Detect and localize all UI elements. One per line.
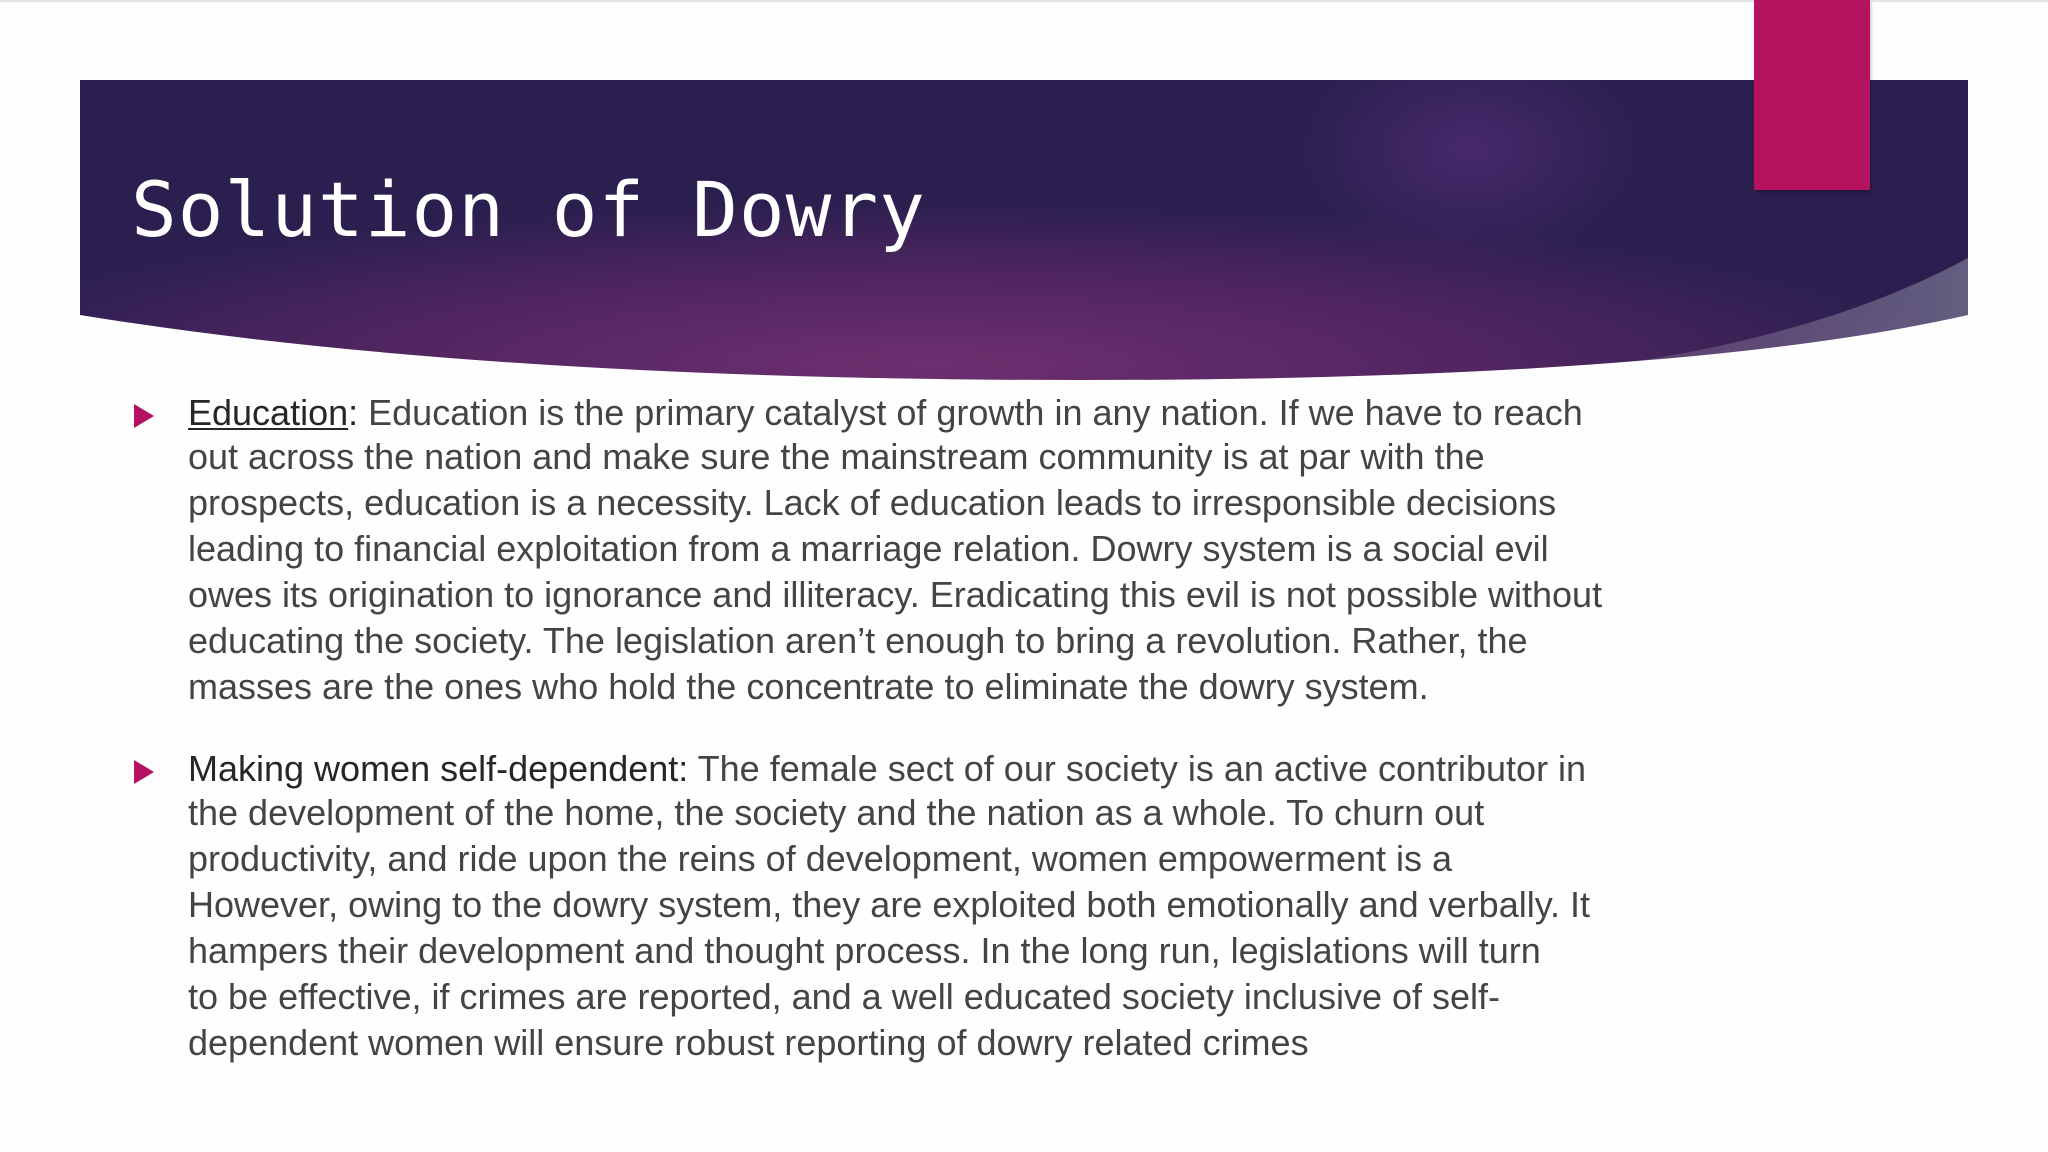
bullet-line: prospects, education is a necessity. Lack of education leads to irresponsible decisions — [188, 482, 1557, 523]
bullet-first-line-text: The female sect of our society is an active contributor in — [688, 748, 1587, 789]
bullet-line: However, owing to the dowry system, they are exploited both emotionally and verbally. It — [188, 884, 1591, 925]
bullet-line: to be effective, if crimes are reported, and a well educated society inclusive of self- — [188, 976, 1500, 1017]
bullet-paragraph — [188, 748, 1730, 1066]
bullet-item-women-self-dependent — [130, 748, 1730, 1066]
bullet-line: owes its origination to ignorance and illiteracy. Eradicating this evil is not possible without — [188, 574, 1603, 615]
bullet-line: the development of the home, the society and the nation as a whole. To churn out — [188, 792, 1485, 833]
bullet-term-separator: : — [678, 748, 689, 789]
bullet-item-education — [130, 392, 1730, 710]
bullet-line: dependent women will ensure robust reporting of dowry related crimes — [188, 1022, 1309, 1063]
bullet-list — [130, 392, 1730, 1104]
triangle-bullet-icon — [134, 404, 154, 428]
bullet-line: hampers their development and thought process. In the long run, legislations will turn — [188, 930, 1541, 971]
bullet-line: productivity, and ride upon the reins of development, women empowerment is a — [188, 838, 1453, 879]
bullet-first-line — [188, 748, 1730, 790]
bullet-line: out across the nation and make sure the mainstream community is at par with the — [188, 436, 1485, 477]
bullet-term: Making women self-dependent — [188, 748, 679, 789]
triangle-bullet-icon — [134, 760, 154, 784]
bullet-first-line-text: Education is the primary catalyst of growth in any nation. If we have to reach — [358, 392, 1583, 433]
bullet-term-separator: : — [348, 392, 359, 433]
bullet-paragraph — [188, 392, 1730, 710]
window-top-border — [0, 0, 2048, 2]
slide-title: Solution of Dowry — [131, 165, 926, 254]
bullet-term: Education — [188, 392, 349, 433]
accent-tab-decoration — [1754, 0, 1870, 190]
bullet-line: educating the society. The legislation aren’t enough to bring a revolution. Rather, the — [188, 620, 1528, 661]
bullet-line: leading to financial exploitation from a marriage relation. Dowry system is a social evil — [188, 528, 1549, 569]
bullet-first-line — [188, 392, 1730, 434]
bullet-line: masses are the ones who hold the concentrate to eliminate the dowry system. — [188, 666, 1429, 707]
